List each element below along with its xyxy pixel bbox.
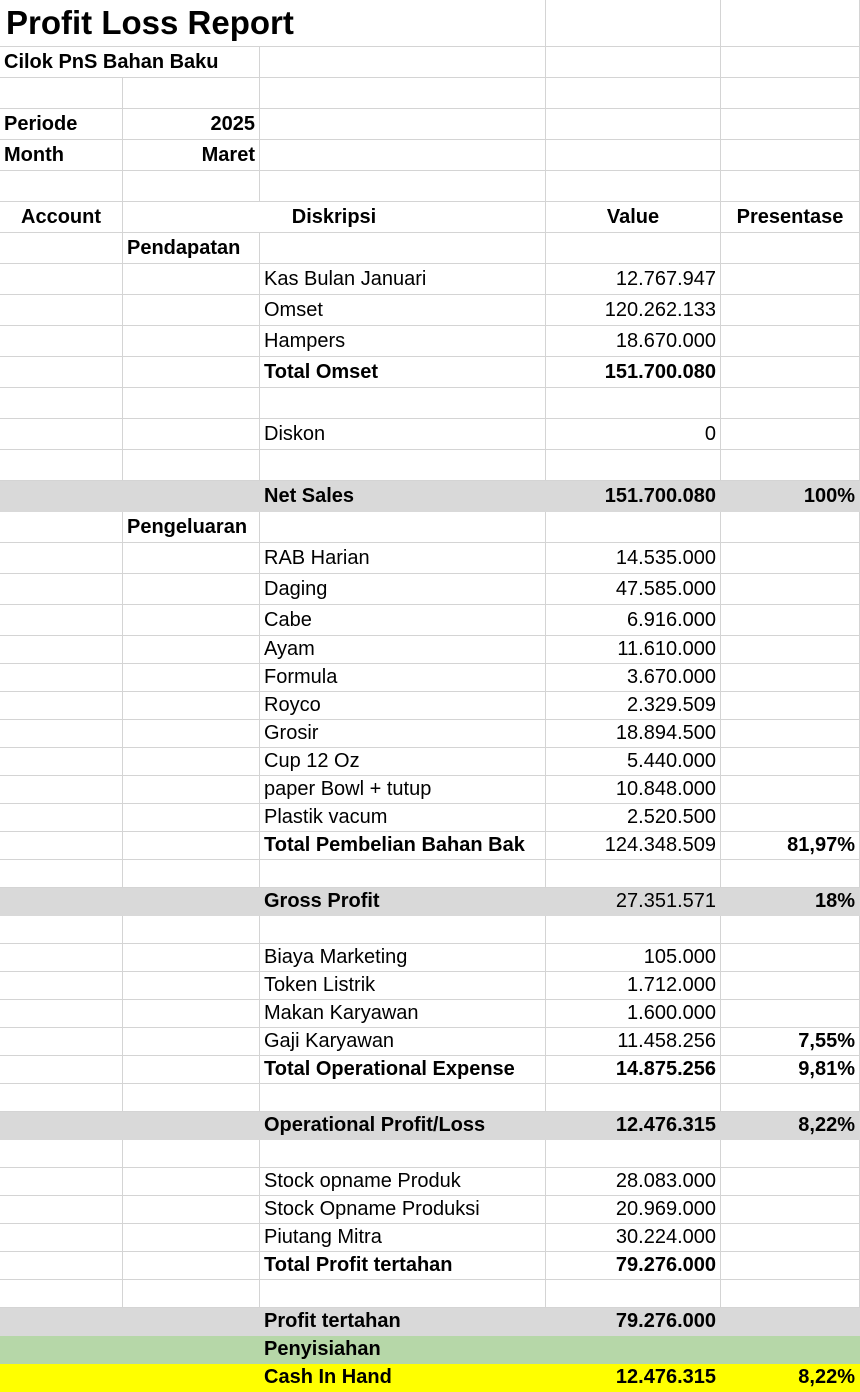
cell[interactable] (123, 1056, 260, 1084)
account-cell[interactable] (0, 605, 123, 636)
value-cell[interactable]: 5.440.000 (546, 748, 721, 776)
report-title[interactable]: Profit Loss Report (0, 0, 546, 47)
table-row (0, 574, 860, 605)
account-cell[interactable] (0, 748, 123, 776)
cell[interactable] (721, 1308, 860, 1336)
percentage-cell[interactable]: 18% (721, 888, 860, 916)
account-cell[interactable] (0, 1056, 123, 1084)
cell[interactable] (260, 1140, 546, 1168)
account-cell[interactable] (0, 776, 123, 804)
cell[interactable] (546, 109, 721, 140)
account-cell[interactable] (0, 481, 123, 512)
cell[interactable] (123, 605, 260, 636)
cell[interactable] (123, 748, 260, 776)
cell[interactable] (123, 357, 260, 388)
account-cell[interactable] (0, 636, 123, 664)
description-cell[interactable]: Makan Karyawan (260, 1000, 546, 1028)
header-value[interactable]: Value (546, 202, 721, 233)
cell[interactable] (546, 1084, 721, 1112)
description-cell[interactable]: Stock opname Produk (260, 1168, 546, 1196)
empty-row (0, 860, 860, 888)
value-cell[interactable]: 12.767.947 (546, 264, 721, 295)
value-cell[interactable]: 28.083.000 (546, 1168, 721, 1196)
cell[interactable] (721, 1140, 860, 1168)
description-cell[interactable]: Omset (260, 295, 546, 326)
account-cell[interactable] (0, 664, 123, 692)
cell[interactable] (721, 636, 860, 664)
cell[interactable] (546, 916, 721, 944)
account-cell[interactable] (0, 1112, 123, 1140)
description-cell[interactable]: paper Bowl + tutup (260, 776, 546, 804)
description-cell[interactable]: Plastik vacum (260, 804, 546, 832)
cell[interactable] (546, 512, 721, 543)
account-cell[interactable] (0, 388, 123, 419)
cell[interactable] (721, 1084, 860, 1112)
header-percentage[interactable]: Presentase (721, 202, 860, 233)
cell[interactable] (123, 574, 260, 605)
value-cell[interactable]: 14.875.256 (546, 1056, 721, 1084)
value-cell[interactable]: 10.848.000 (546, 776, 721, 804)
table-row (0, 972, 860, 1000)
cell[interactable] (123, 692, 260, 720)
cell[interactable] (123, 388, 260, 419)
table-row (0, 1112, 860, 1140)
empty-row (0, 1084, 860, 1112)
cell[interactable] (721, 388, 860, 419)
cell[interactable] (546, 140, 721, 171)
cell[interactable] (721, 140, 860, 171)
cell[interactable] (260, 512, 546, 543)
account-cell[interactable] (0, 1252, 123, 1280)
cell[interactable] (123, 832, 260, 860)
percentage-cell[interactable]: 8,22% (721, 1112, 860, 1140)
cell[interactable] (721, 78, 860, 109)
cell[interactable] (721, 664, 860, 692)
cell[interactable] (123, 264, 260, 295)
table-row (0, 832, 860, 860)
cell[interactable] (123, 1028, 260, 1056)
description-cell[interactable]: Total Omset (260, 357, 546, 388)
cell[interactable] (123, 295, 260, 326)
value-cell[interactable]: 151.700.080 (546, 357, 721, 388)
table-row (0, 720, 860, 748)
value-cell[interactable]: 18.670.000 (546, 326, 721, 357)
cell[interactable] (260, 233, 546, 264)
percentage-cell[interactable]: 7,55% (721, 1028, 860, 1056)
table-row (0, 636, 860, 664)
value-cell[interactable]: 2.520.500 (546, 804, 721, 832)
section-row (0, 233, 860, 264)
account-cell[interactable] (0, 233, 123, 264)
table-row (0, 326, 860, 357)
description-cell[interactable]: Penyisiahan (260, 1336, 546, 1364)
cell[interactable] (123, 1112, 260, 1140)
table-row (0, 1168, 860, 1196)
period-label[interactable]: Periode (0, 109, 123, 140)
empty-row (0, 78, 860, 109)
account-cell[interactable] (0, 1028, 123, 1056)
description-cell[interactable]: RAB Harian (260, 543, 546, 574)
empty-row (0, 1280, 860, 1308)
cell[interactable] (123, 1364, 260, 1392)
account-cell[interactable] (0, 1084, 123, 1112)
cell[interactable] (721, 1280, 860, 1308)
description-cell[interactable]: Grosir (260, 720, 546, 748)
account-cell[interactable] (0, 860, 123, 888)
value-cell[interactable]: 105.000 (546, 944, 721, 972)
empty-row (0, 171, 860, 202)
report-subtitle[interactable]: Cilok PnS Bahan Baku (0, 47, 260, 78)
cell[interactable] (721, 233, 860, 264)
table-row (0, 295, 860, 326)
cell[interactable] (123, 888, 260, 916)
account-cell[interactable] (0, 832, 123, 860)
cell[interactable] (260, 916, 546, 944)
cell[interactable] (260, 860, 546, 888)
value-cell[interactable]: 47.585.000 (546, 574, 721, 605)
cell[interactable] (260, 47, 546, 78)
cell[interactable] (123, 543, 260, 574)
description-cell[interactable]: Hampers (260, 326, 546, 357)
description-cell[interactable]: Operational Profit/Loss (260, 1112, 546, 1140)
description-cell[interactable]: Gaji Karyawan (260, 1028, 546, 1056)
description-cell[interactable]: Kas Bulan Januari (260, 264, 546, 295)
account-cell[interactable] (0, 264, 123, 295)
value-cell[interactable]: 2.329.509 (546, 692, 721, 720)
cell[interactable] (123, 1196, 260, 1224)
description-cell[interactable]: Profit tertahan (260, 1308, 546, 1336)
cell[interactable] (123, 1000, 260, 1028)
description-cell[interactable]: Token Listrik (260, 972, 546, 1000)
month-row (0, 140, 860, 171)
cell[interactable] (546, 388, 721, 419)
account-cell[interactable] (0, 804, 123, 832)
section-label[interactable]: Pengeluaran (123, 512, 260, 543)
description-cell[interactable]: Total Operational Expense (260, 1056, 546, 1084)
cell[interactable] (0, 171, 123, 202)
account-cell[interactable] (0, 574, 123, 605)
empty-row (0, 388, 860, 419)
account-cell[interactable] (0, 450, 123, 481)
cell[interactable] (546, 0, 721, 47)
cell[interactable] (123, 972, 260, 1000)
description-cell[interactable]: Piutang Mitra (260, 1224, 546, 1252)
cell[interactable] (721, 264, 860, 295)
cell[interactable] (721, 1252, 860, 1280)
cell[interactable] (546, 1280, 721, 1308)
cell[interactable] (123, 664, 260, 692)
cell[interactable] (260, 1084, 546, 1112)
table-row (0, 1308, 860, 1336)
cell[interactable] (123, 419, 260, 450)
table-row (0, 1364, 860, 1392)
table-row (0, 1056, 860, 1084)
account-cell[interactable] (0, 543, 123, 574)
cell[interactable] (721, 295, 860, 326)
cell[interactable] (721, 804, 860, 832)
cell[interactable] (721, 543, 860, 574)
table-row (0, 1196, 860, 1224)
cell[interactable] (123, 1336, 260, 1364)
cell[interactable] (721, 605, 860, 636)
table-row (0, 543, 860, 574)
cell[interactable] (123, 1140, 260, 1168)
percentage-cell[interactable]: 8,22% (721, 1364, 860, 1392)
account-cell[interactable] (0, 1336, 123, 1364)
cell[interactable] (721, 0, 860, 47)
account-cell[interactable] (0, 1280, 123, 1308)
account-cell[interactable] (0, 972, 123, 1000)
cell[interactable] (123, 326, 260, 357)
cell[interactable] (721, 419, 860, 450)
cell[interactable] (721, 916, 860, 944)
account-cell[interactable] (0, 1168, 123, 1196)
description-cell[interactable]: Formula (260, 664, 546, 692)
value-cell[interactable]: 12.476.315 (546, 1112, 721, 1140)
account-cell[interactable] (0, 720, 123, 748)
month-label[interactable]: Month (0, 140, 123, 171)
cell[interactable] (123, 636, 260, 664)
account-cell[interactable] (0, 1364, 123, 1392)
value-cell[interactable]: 20.969.000 (546, 1196, 721, 1224)
column-header-row (0, 202, 860, 233)
cell[interactable] (546, 47, 721, 78)
cell[interactable] (721, 512, 860, 543)
cell[interactable] (123, 1308, 260, 1336)
cell[interactable] (721, 47, 860, 78)
month-value[interactable]: Maret (123, 140, 260, 171)
header-description[interactable]: Diskripsi (123, 202, 546, 233)
cell[interactable] (123, 860, 260, 888)
cell[interactable] (721, 1168, 860, 1196)
description-cell[interactable]: Ayam (260, 636, 546, 664)
cell[interactable] (123, 78, 260, 109)
percentage-cell[interactable]: 81,97% (721, 832, 860, 860)
table-row (0, 1224, 860, 1252)
value-cell[interactable]: 3.670.000 (546, 664, 721, 692)
cell[interactable] (721, 776, 860, 804)
account-cell[interactable] (0, 944, 123, 972)
cell[interactable] (721, 748, 860, 776)
cell[interactable] (721, 692, 860, 720)
value-cell[interactable]: 120.262.133 (546, 295, 721, 326)
value-cell[interactable]: 6.916.000 (546, 605, 721, 636)
cell[interactable] (721, 357, 860, 388)
cell[interactable] (123, 944, 260, 972)
value-cell[interactable]: 79.276.000 (546, 1252, 721, 1280)
cell[interactable] (123, 916, 260, 944)
value-cell[interactable]: 151.700.080 (546, 481, 721, 512)
table-row (0, 1336, 860, 1364)
cell[interactable] (123, 450, 260, 481)
title-row (0, 0, 860, 47)
description-cell[interactable]: Royco (260, 692, 546, 720)
description-cell[interactable]: Cup 12 Oz (260, 748, 546, 776)
account-cell[interactable] (0, 1224, 123, 1252)
value-cell[interactable]: 79.276.000 (546, 1308, 721, 1336)
description-cell[interactable]: Daging (260, 574, 546, 605)
empty-row (0, 1140, 860, 1168)
header-account[interactable]: Account (0, 202, 123, 233)
account-cell[interactable] (0, 512, 123, 543)
cell[interactable] (123, 1168, 260, 1196)
cell[interactable] (721, 860, 860, 888)
account-cell[interactable] (0, 1308, 123, 1336)
cell[interactable] (721, 972, 860, 1000)
cell[interactable] (721, 109, 860, 140)
account-cell[interactable] (0, 295, 123, 326)
cell[interactable] (721, 326, 860, 357)
cell[interactable] (123, 1280, 260, 1308)
account-cell[interactable] (0, 1196, 123, 1224)
value-cell[interactable]: 18.894.500 (546, 720, 721, 748)
value-cell[interactable]: 0 (546, 419, 721, 450)
cell[interactable] (0, 78, 123, 109)
cell[interactable] (721, 944, 860, 972)
table-row (0, 748, 860, 776)
value-cell[interactable]: 1.600.000 (546, 1000, 721, 1028)
percentage-cell[interactable]: 9,81% (721, 1056, 860, 1084)
cell[interactable] (123, 776, 260, 804)
section-row (0, 512, 860, 543)
description-cell[interactable]: Biaya Marketing (260, 944, 546, 972)
description-cell[interactable]: Gross Profit (260, 888, 546, 916)
cell[interactable] (546, 1140, 721, 1168)
table-row (0, 481, 860, 512)
cell[interactable] (260, 109, 546, 140)
table-row (0, 888, 860, 916)
empty-row (0, 916, 860, 944)
cell[interactable] (721, 1196, 860, 1224)
description-cell[interactable]: Cash In Hand (260, 1364, 546, 1392)
account-cell[interactable] (0, 1140, 123, 1168)
cell[interactable] (721, 450, 860, 481)
cell[interactable] (546, 78, 721, 109)
value-cell[interactable]: 27.351.571 (546, 888, 721, 916)
cell[interactable] (721, 1000, 860, 1028)
cell[interactable] (546, 860, 721, 888)
value-cell[interactable]: 1.712.000 (546, 972, 721, 1000)
cell[interactable] (260, 450, 546, 481)
empty-row (0, 450, 860, 481)
cell[interactable] (721, 720, 860, 748)
cell[interactable] (546, 233, 721, 264)
cell[interactable] (260, 140, 546, 171)
cell[interactable] (123, 804, 260, 832)
table-row (0, 804, 860, 832)
subtitle-row (0, 47, 860, 78)
description-cell[interactable]: Total Profit tertahan (260, 1252, 546, 1280)
account-cell[interactable] (0, 357, 123, 388)
description-cell[interactable]: Net Sales (260, 481, 546, 512)
table-row (0, 419, 860, 450)
cell[interactable] (123, 1252, 260, 1280)
account-cell[interactable] (0, 326, 123, 357)
cell[interactable] (123, 481, 260, 512)
account-cell[interactable] (0, 692, 123, 720)
period-value[interactable]: 2025 (123, 109, 260, 140)
table-row (0, 1000, 860, 1028)
cell[interactable] (260, 1280, 546, 1308)
table-row (0, 692, 860, 720)
value-cell[interactable]: 14.535.000 (546, 543, 721, 574)
cell[interactable] (123, 720, 260, 748)
table-row (0, 944, 860, 972)
period-row (0, 109, 860, 140)
account-cell[interactable] (0, 916, 123, 944)
cell[interactable] (546, 1336, 721, 1364)
account-cell[interactable] (0, 1000, 123, 1028)
cell[interactable] (260, 171, 546, 202)
table-row (0, 776, 860, 804)
value-cell[interactable]: 12.476.315 (546, 1364, 721, 1392)
description-cell[interactable]: Cabe (260, 605, 546, 636)
cell[interactable] (546, 450, 721, 481)
cell[interactable] (260, 78, 546, 109)
cell[interactable] (721, 1336, 860, 1364)
section-label[interactable]: Pendapatan (123, 233, 260, 264)
cell[interactable] (123, 1224, 260, 1252)
table-row (0, 605, 860, 636)
cell[interactable] (546, 171, 721, 202)
cell[interactable] (123, 1084, 260, 1112)
description-cell[interactable]: Stock Opname Produksi (260, 1196, 546, 1224)
cell[interactable] (721, 574, 860, 605)
table-row (0, 264, 860, 295)
percentage-cell[interactable]: 100% (721, 481, 860, 512)
value-cell[interactable]: 11.610.000 (546, 636, 721, 664)
value-cell[interactable]: 30.224.000 (546, 1224, 721, 1252)
table-row (0, 664, 860, 692)
value-cell[interactable]: 11.458.256 (546, 1028, 721, 1056)
description-cell[interactable]: Total Pembelian Bahan Bak (260, 832, 546, 860)
cell[interactable] (721, 1224, 860, 1252)
table-row (0, 1252, 860, 1280)
value-cell[interactable]: 124.348.509 (546, 832, 721, 860)
account-cell[interactable] (0, 419, 123, 450)
account-cell[interactable] (0, 888, 123, 916)
cell[interactable] (123, 171, 260, 202)
table-row (0, 357, 860, 388)
cell[interactable] (721, 171, 860, 202)
cell[interactable] (260, 388, 546, 419)
description-cell[interactable]: Diskon (260, 419, 546, 450)
table-row (0, 1028, 860, 1056)
